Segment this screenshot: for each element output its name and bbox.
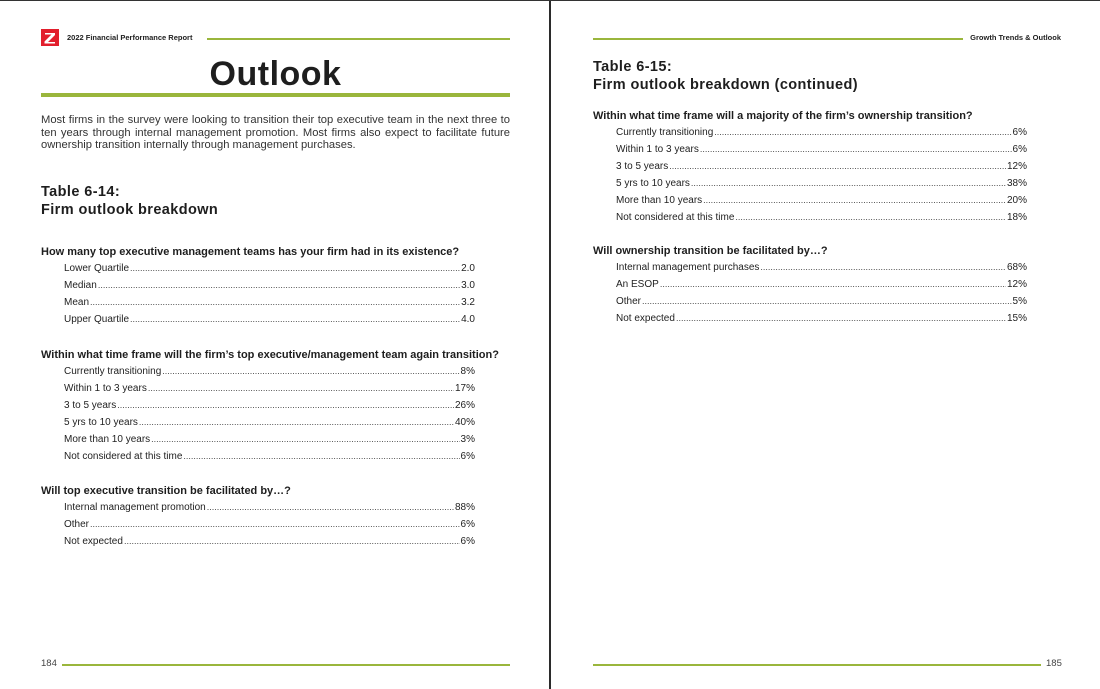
row-value: 3.0 bbox=[461, 280, 475, 292]
question-heading: Will top executive transition be facilitated by…? bbox=[41, 485, 291, 497]
row-label: Internal management purchases bbox=[616, 262, 760, 273]
row-label: Other bbox=[64, 519, 90, 531]
row-label: Currently transitioning bbox=[64, 366, 162, 377]
row-value: 6% bbox=[460, 451, 475, 463]
page-number: 184 bbox=[41, 658, 57, 669]
table-title: Firm outlook breakdown bbox=[41, 202, 219, 218]
list-item bbox=[64, 383, 475, 400]
row-value: 68% bbox=[1006, 262, 1027, 273]
question-heading: Within what time frame will a majority of the firm’s ownership transition? bbox=[593, 110, 973, 122]
row-label: Lower Quartile bbox=[64, 263, 130, 274]
leader-dots bbox=[700, 144, 1012, 154]
answer-list bbox=[64, 502, 475, 553]
left-page bbox=[0, 2, 549, 689]
row-value: 6% bbox=[460, 519, 475, 531]
row-label: An ESOP bbox=[616, 279, 659, 291]
page-number: 185 bbox=[1046, 658, 1062, 669]
leader-dots bbox=[139, 417, 454, 427]
leader-dots bbox=[148, 383, 454, 393]
list-item bbox=[616, 195, 1027, 212]
row-label: Not considered at this time bbox=[616, 212, 735, 224]
list-item bbox=[64, 417, 475, 434]
row-label: 3 to 5 years bbox=[64, 400, 117, 412]
row-label: Other bbox=[616, 296, 642, 308]
question-heading: Will ownership transition be facilitated by…? bbox=[593, 245, 828, 257]
list-item bbox=[64, 263, 475, 280]
leader-dots bbox=[676, 313, 1006, 323]
title-rule bbox=[41, 93, 510, 97]
answer-list bbox=[64, 263, 475, 331]
row-value: 20% bbox=[1006, 195, 1027, 207]
row-label: Mean bbox=[64, 297, 90, 309]
row-value: 4.0 bbox=[461, 314, 475, 326]
row-label: Not expected bbox=[64, 536, 123, 548]
list-item bbox=[64, 280, 475, 297]
row-label: 5 yrs to 10 years bbox=[64, 417, 138, 429]
leader-dots bbox=[703, 195, 1006, 205]
leader-dots bbox=[183, 451, 459, 461]
row-value: 38% bbox=[1006, 178, 1027, 190]
list-item bbox=[616, 279, 1027, 296]
leader-dots bbox=[98, 280, 460, 290]
header-rule bbox=[593, 38, 963, 40]
row-label: More than 10 years bbox=[64, 434, 151, 446]
row-label: Internal management promotion bbox=[64, 502, 206, 513]
table-title: Firm outlook breakdown (continued) bbox=[593, 77, 858, 93]
running-header-right: Growth Trends & Outlook bbox=[970, 33, 1061, 42]
row-value: 18% bbox=[1006, 212, 1027, 224]
right-page bbox=[551, 2, 1100, 689]
row-label: 3 to 5 years bbox=[616, 161, 669, 173]
footer-rule bbox=[593, 664, 1041, 666]
row-label: Currently transitioning bbox=[616, 127, 714, 138]
row-value: 3% bbox=[460, 434, 475, 446]
row-value: 12% bbox=[1006, 161, 1027, 173]
list-item bbox=[64, 400, 475, 417]
leader-dots bbox=[117, 400, 454, 410]
list-item bbox=[616, 127, 1027, 144]
answer-list bbox=[64, 366, 475, 469]
list-item bbox=[64, 519, 475, 536]
list-item bbox=[64, 434, 475, 451]
row-value: 88% bbox=[454, 502, 475, 513]
leader-dots bbox=[90, 297, 460, 307]
row-value: 12% bbox=[1006, 279, 1027, 291]
row-value: 5% bbox=[1012, 296, 1027, 308]
table-number: Table 6-14: bbox=[41, 184, 121, 200]
row-label: Not expected bbox=[616, 313, 675, 325]
row-label: Not considered at this time bbox=[64, 451, 183, 463]
row-value: 6% bbox=[1012, 127, 1027, 138]
page-title: Outlook bbox=[209, 55, 342, 93]
leader-dots bbox=[130, 314, 460, 324]
leader-dots bbox=[735, 212, 1006, 222]
footer-rule bbox=[62, 664, 510, 666]
row-value: 6% bbox=[460, 536, 475, 548]
question-heading: Within what time frame will the firm’s top executive/management team again transition? bbox=[41, 349, 499, 361]
row-value: 40% bbox=[454, 417, 475, 429]
answer-list bbox=[616, 127, 1027, 230]
row-value: 6% bbox=[1012, 144, 1027, 156]
table-heading bbox=[41, 183, 218, 219]
row-value: 26% bbox=[454, 400, 475, 412]
list-item bbox=[616, 161, 1027, 178]
leader-dots bbox=[130, 263, 460, 273]
list-item bbox=[64, 297, 475, 314]
list-item bbox=[616, 313, 1027, 330]
leader-dots bbox=[669, 161, 1006, 171]
row-value: 17% bbox=[454, 383, 475, 395]
row-value: 3.2 bbox=[461, 297, 475, 309]
list-item bbox=[616, 144, 1027, 161]
leader-dots bbox=[162, 366, 459, 376]
table-heading bbox=[593, 58, 858, 94]
intro-paragraph: Most firms in the survey were looking to transition their top executive team in the next three to ten years through internal management promotion. Most firms also expect to facilitate future ownership transition internally through management purchases. bbox=[41, 114, 510, 152]
question-heading: How many top executive management teams has your firm had in its existence? bbox=[41, 246, 460, 258]
leader-dots bbox=[660, 279, 1006, 289]
z-logo-icon bbox=[41, 29, 59, 46]
list-item bbox=[64, 366, 475, 383]
leader-dots bbox=[90, 519, 460, 529]
row-label: 5 yrs to 10 years bbox=[616, 178, 690, 190]
leader-dots bbox=[760, 262, 1006, 272]
leader-dots bbox=[691, 178, 1006, 188]
row-label: Upper Quartile bbox=[64, 314, 130, 326]
row-label: Within 1 to 3 years bbox=[616, 144, 699, 156]
list-item bbox=[616, 178, 1027, 195]
row-label: Within 1 to 3 years bbox=[64, 383, 147, 395]
leader-dots bbox=[124, 536, 460, 546]
list-item bbox=[64, 502, 475, 519]
list-item bbox=[616, 262, 1027, 279]
table-number: Table 6-15: bbox=[593, 59, 673, 75]
row-value: 8% bbox=[460, 366, 475, 377]
running-header-left: 2022 Financial Performance Report bbox=[67, 33, 193, 42]
leader-dots bbox=[642, 296, 1012, 306]
row-label: More than 10 years bbox=[616, 195, 703, 207]
answer-list bbox=[616, 262, 1027, 330]
list-item bbox=[616, 296, 1027, 313]
list-item bbox=[616, 212, 1027, 229]
header-rule bbox=[207, 38, 510, 40]
list-item bbox=[64, 451, 475, 468]
leader-dots bbox=[151, 434, 459, 444]
leader-dots bbox=[714, 127, 1011, 137]
leader-dots bbox=[207, 502, 454, 512]
row-value: 15% bbox=[1006, 313, 1027, 325]
row-label: Median bbox=[64, 280, 97, 292]
list-item bbox=[64, 314, 475, 331]
row-value: 2.0 bbox=[461, 263, 475, 274]
list-item bbox=[64, 536, 475, 553]
